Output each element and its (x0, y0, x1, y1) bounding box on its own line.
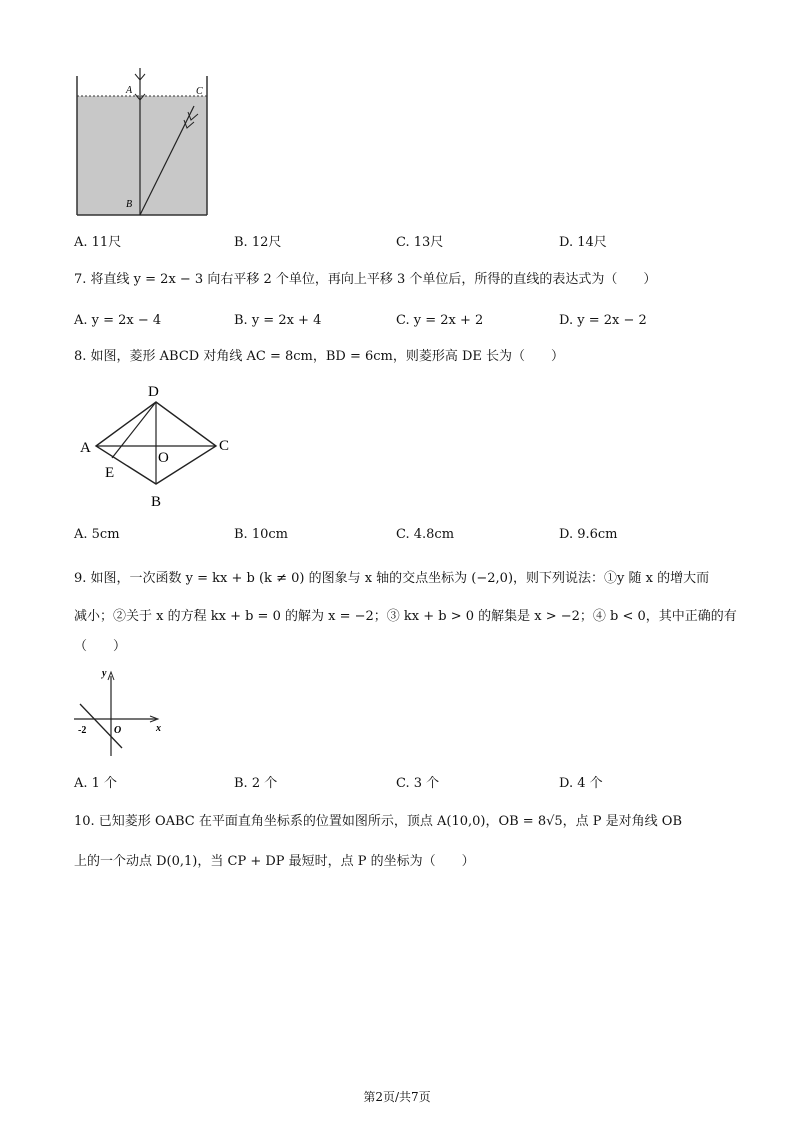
q9-stem-line1: 9. 如图，一次函数 y = kx + b (k ≠ 0) 的图象与 x 轴的交点坐标为 (−2,0)，则下列说法：①y 随 x 的增大而 (74, 571, 710, 586)
q7-option-b: B. y = 2x + 4 (234, 313, 322, 328)
q7-option-c: C. y = 2x + 2 (396, 313, 484, 328)
label-y: y (102, 668, 107, 679)
label-b: B (126, 199, 133, 210)
page-number: 第2页/共7页 (363, 1090, 431, 1104)
q6-option-c: C. 13尺 (396, 235, 444, 250)
q8-stem: 8. 如图，菱形 ABCD 对角线 AC = 8cm，BD = 6cm，则菱形高 DE 长为（ ） (74, 349, 565, 364)
q7-option-d: D. y = 2x − 2 (559, 313, 647, 328)
q6-option-d: D. 14尺 (559, 235, 607, 250)
q9-option-b: B. 2 个 (234, 776, 278, 791)
label-a: A (80, 440, 91, 456)
label-b: B (151, 494, 162, 510)
q7-option-a: A. y = 2x − 4 (74, 313, 162, 328)
q8-option-d: D. 9.6cm (559, 527, 618, 542)
label-d: D (148, 384, 159, 400)
q8-option-b: B. 10cm (234, 527, 288, 542)
q8-option-c: C. 4.8cm (396, 527, 455, 542)
label-c: C (196, 86, 203, 97)
label-e: E (105, 465, 115, 481)
q6-figure (70, 66, 215, 221)
q6-option-b: B. 12尺 (234, 235, 282, 250)
q8-option-a: A. 5cm (74, 527, 120, 542)
q9-stem-line3: （ ） (74, 639, 127, 654)
label-o: O (158, 450, 169, 466)
label-neg2: -2 (78, 725, 87, 736)
q9-graph-figure (72, 664, 167, 759)
q9-option-d: D. 4 个 (559, 776, 603, 791)
q6-option-a: A. 11尺 (74, 235, 122, 250)
q9-stem-line2: 减小；②关于 x 的方程 kx + b = 0 的解为 x = −2；③ kx + b > 0 的解集是 x > −2；④ b < 0，其中正确的有 (74, 609, 737, 624)
label-a: A (126, 85, 133, 96)
q10-stem-line1: 10. 已知菱形 OABC 在平面直角坐标系的位置如图所示，顶点 A(10,0)，OB = 8√5，点 P 是对角线 OB (74, 814, 683, 829)
label-origin: O (114, 725, 122, 736)
q8-rhombus-figure (74, 378, 239, 510)
q10-stem-line2: 上的一个动点 D(0,1)，当 CP + DP 最短时，点 P 的坐标为（ ） (74, 854, 475, 869)
q7-stem: 7. 将直线 y = 2x − 3 向右平移 2 个单位，再向上平移 3 个单位后，所得的直线的表达式为（ ） (74, 272, 657, 287)
label-x: x (156, 723, 161, 734)
q9-option-c: C. 3 个 (396, 776, 440, 791)
water-region (77, 96, 207, 215)
label-c: C (219, 438, 230, 454)
q9-option-a: A. 1 个 (74, 776, 118, 791)
